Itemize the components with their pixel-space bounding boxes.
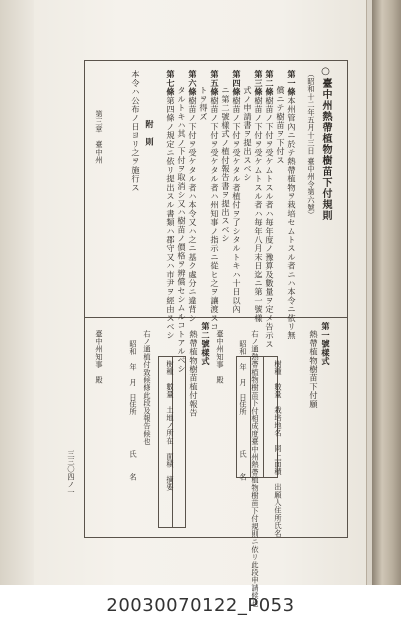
form-1-name-field: 氏 名 — [239, 450, 248, 481]
decree-reference: （昭和十二年五月十三日 臺中州令第六號） — [307, 70, 316, 220]
form-1-columns: 樹種 數量 栽培地名 同上面積 出願人住所氏名 — [274, 360, 283, 538]
article-line: ニ第二號樣式ノ植付報告書ヲ提出スベシ — [221, 86, 231, 243]
form-2-title: 第二號樣式 — [201, 322, 211, 366]
article-line: 第六條樹苗ノ下付ヲ受ケタル者ハ本令又ハ之ニ基ク處分ニ違背シ — [188, 70, 198, 323]
page-number: 三三〇四ノ一 — [67, 450, 76, 497]
article-line: 第四條樹苗ノ下付ヲ受ケタル者植付ヲ了シタルトキハ十日以內 — [232, 70, 242, 314]
form-1-title: 第一號樣式 — [321, 322, 331, 366]
form-1-body: 右ノ通熱帶植物樹苗下付相成度臺中州熱帶植物樹苗下付規則ニ依リ此段申請候也 — [251, 330, 260, 608]
form-1-name: 熱帶植物樹苗下付願 — [309, 330, 319, 409]
article-line: トヲ得ズ — [199, 86, 209, 121]
article-line: 第三條樹苗ノ下付ヲ受ケムトスル者ハ毎年八月末日迄ニ第一號樣 — [254, 70, 264, 323]
article-line: 第二條樹苗ノ下付ヲ受ケムトスル者ハ毎年度ノ豫算及數量ヲ定メ告示ス — [265, 70, 275, 349]
form-1-date: 昭和 年 月 日 — [239, 340, 248, 402]
article-line: 第一條本州管內ニ於テ熱帶植物ヲ栽培セムトスル者ニハ本令ニ依リ無 — [287, 70, 297, 340]
article-line: 第七條第四條ノ規定ニ依リ提出スル書類ハ郡守又ハ市尹ヲ經由スベシ — [166, 70, 176, 340]
form-2-date: 昭和 年 月 日 — [129, 340, 138, 402]
form-1-recipient: 臺中州知事 殿 — [216, 330, 225, 384]
supplementary-heading: 附 則 — [145, 120, 155, 147]
form-2-body: 右ノ通植付致候條此段及報告候也 — [143, 330, 152, 446]
article-line: 式ノ申請書ヲ提出スベシ — [243, 86, 253, 182]
article-line: 第五條樹苗ノ下付ヲ受ケタル者ハ州知事ノ指示ニ從ヒ之ヲ讓渡スコ — [210, 70, 220, 332]
form-2-address: 住所 — [129, 400, 138, 416]
form-2-name-field: 氏 名 — [129, 450, 138, 481]
form-1-address: 住所 — [239, 400, 248, 416]
page-binding-shadow — [0, 0, 34, 585]
supplementary-text: 本令ハ公布ノ日ヨリ之ヲ施行ス — [131, 70, 141, 192]
form-2-recipient: 臺中州知事 殿 — [95, 330, 104, 384]
chapter-label: 第三章 臺中州 — [95, 110, 104, 164]
form-2-name: 熱帶植物樹苗植付報告 — [189, 330, 199, 417]
book-spine — [372, 0, 401, 585]
article-line: タルトキハ其ノ下付ヲ取消シ又ハ樹苗ノ價格ヲ辨償セシムルコトアルベシ — [177, 86, 187, 374]
form-2-columns: 樹種 數量 土地ノ所在 面積 摘要 — [166, 360, 175, 491]
image-caption: 20030070122_P053 — [106, 595, 295, 616]
regulation-title: ○臺中州熱帶植物樹苗下付規則 — [320, 66, 331, 221]
article-line: 償ニテ樹苗ヲ下付ス — [276, 86, 286, 165]
